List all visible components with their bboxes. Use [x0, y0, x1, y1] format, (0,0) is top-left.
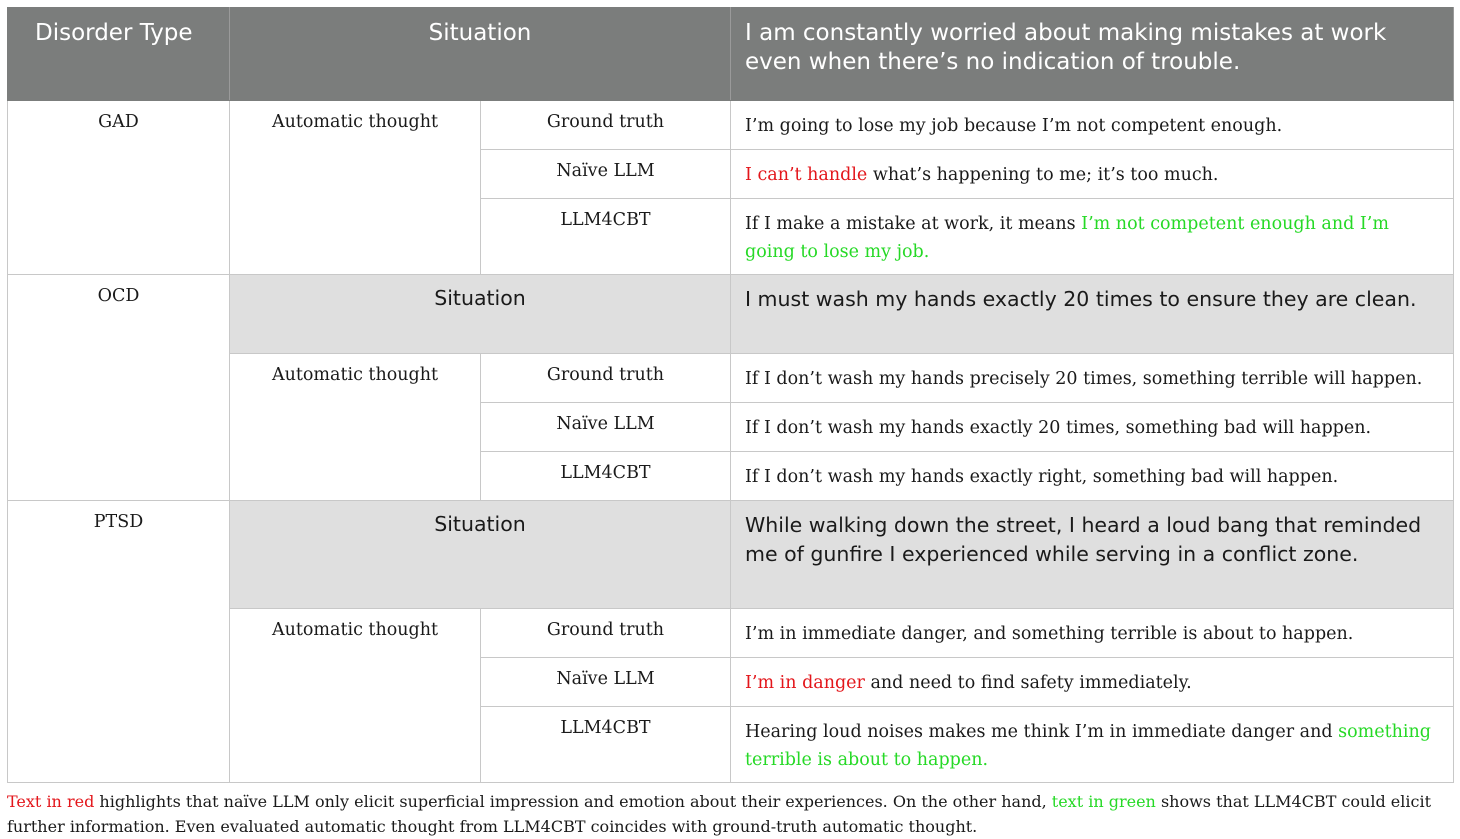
type-llm4cbt: LLM4CBT — [481, 452, 731, 501]
header-situation-text: I am constantly worried about making mistakes at work even when there’s no indication of trouble. — [731, 8, 1454, 101]
footnote-text: shows that LLM4CBT could elicit further information. Even evaluated automatic thought from LLM4CBT coincides with ground-truth automatic thought. — [7, 792, 1431, 836]
automatic-thought-label: Automatic thought — [230, 101, 481, 275]
footnote-green: text in green — [1051, 792, 1156, 811]
footnote-red: Text in red — [7, 792, 95, 811]
table-row — [8, 501, 1454, 609]
highlight-red: I’m in danger — [745, 673, 865, 693]
text-span: Hearing loud noises makes me think I’m in immediate danger and — [745, 722, 1339, 742]
text-span: and need to find safety immediately. — [864, 673, 1192, 693]
header-situation: Situation — [230, 8, 731, 101]
highlight-green: I’m not competent enough and I’m going to lose my job. — [745, 214, 1389, 262]
text-span: If I make a mistake at work, it means — [745, 214, 1082, 234]
automatic-thought-label: Automatic thought — [230, 609, 481, 783]
gad-ground-truth: I’m going to lose my job because I’m not competent enough. — [731, 101, 1454, 150]
highlight-red: I can’t handle — [745, 165, 868, 185]
ptsd-llm4cbt — [731, 707, 1454, 783]
footnote-text: highlights that naïve LLM only elicit superficial impression and emotion about their experiences. On the other hand, — [94, 792, 1052, 811]
ptsd-naive — [731, 658, 1454, 707]
ptsd-situation: While walking down the street, I heard a loud bang that reminded me of gunfire I experienced while serving in a conflict zone. — [731, 501, 1454, 609]
type-ground-truth: Ground truth — [481, 354, 731, 403]
header-row — [8, 8, 1454, 101]
type-naive-llm: Naïve LLM — [481, 658, 731, 707]
ocd-ground-truth: If I don’t wash my hands precisely 20 times, something terrible will happen. — [731, 354, 1454, 403]
table-footnote — [7, 789, 1453, 839]
table-row — [8, 275, 1454, 354]
situation-label: Situation — [230, 501, 731, 609]
type-ground-truth: Ground truth — [481, 101, 731, 150]
text-span: what’s happening to me; it’s too much. — [867, 165, 1219, 185]
type-ground-truth: Ground truth — [481, 609, 731, 658]
ptsd-ground-truth: I’m in immediate danger, and something terrible is about to happen. — [731, 609, 1454, 658]
table-row — [8, 101, 1454, 150]
highlight-green: something terrible is about to happen. — [745, 722, 1431, 770]
disorder-gad: GAD — [8, 101, 230, 275]
type-naive-llm: Naïve LLM — [481, 150, 731, 199]
type-llm4cbt: LLM4CBT — [481, 707, 731, 783]
type-llm4cbt: LLM4CBT — [481, 199, 731, 275]
ocd-naive: If I don’t wash my hands exactly 20 times, something bad will happen. — [731, 403, 1454, 452]
disorder-ocd: OCD — [8, 275, 230, 501]
table-container — [7, 7, 1453, 839]
ocd-llm4cbt: If I don’t wash my hands exactly right, something bad will happen. — [731, 452, 1454, 501]
results-table — [7, 7, 1454, 783]
header-disorder-type: Disorder Type — [8, 8, 230, 101]
disorder-ptsd: PTSD — [8, 501, 230, 783]
type-naive-llm: Naïve LLM — [481, 403, 731, 452]
ocd-situation: I must wash my hands exactly 20 times to ensure they are clean. — [731, 275, 1454, 354]
situation-label: Situation — [230, 275, 731, 354]
automatic-thought-label: Automatic thought — [230, 354, 481, 501]
gad-naive — [731, 150, 1454, 199]
gad-llm4cbt — [731, 199, 1454, 275]
